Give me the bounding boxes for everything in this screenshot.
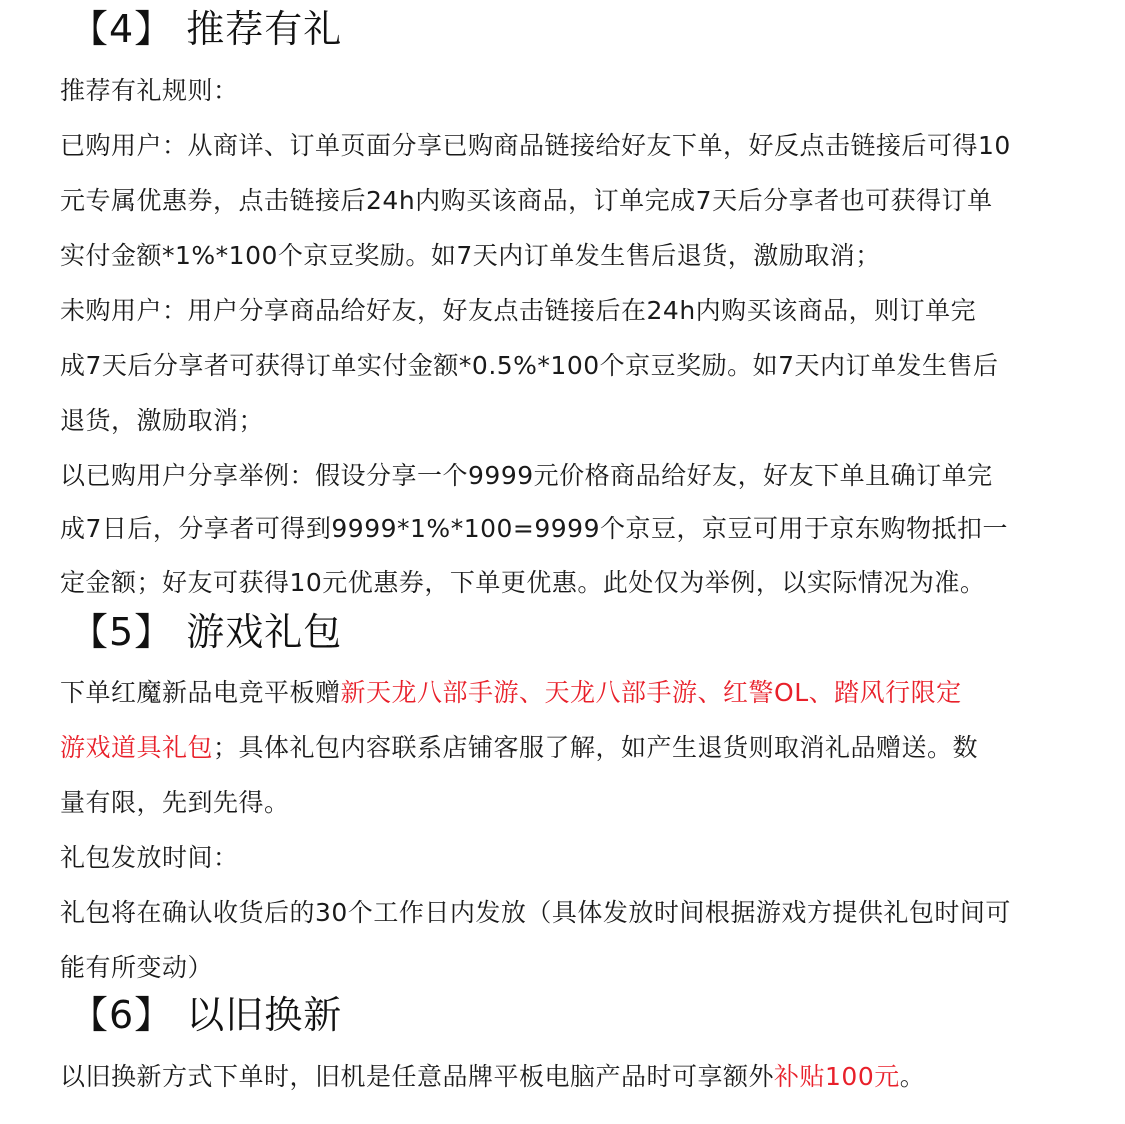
section-5-line: 礼包将在确认收货后的30个工作日内发放（具体发放时间根据游戏方提供礼包时间可: [60, 898, 1011, 927]
section-6-heading: 【6】 以旧换新: [70, 993, 343, 1037]
section-4-line: 未购用户：用户分享商品给好友，好友点击链接后在24h内购买该商品，则订单完: [60, 296, 977, 325]
section-5-gift-line: [60, 676, 962, 710]
section-4-line: 推荐有礼规则：: [60, 76, 239, 105]
section-4-line: 定金额；好友可获得10元优惠券，下单更优惠。此处仅为举例，以实际情况为准。: [60, 568, 986, 597]
section-4-heading: 【4】 推荐有礼: [70, 7, 343, 51]
section-5-gift-line: [60, 731, 978, 765]
section-4-line: 已购用户：从商详、订单页面分享已购商品链接给好友下单，好反点击链接后可得10: [60, 131, 1011, 160]
section-5-line: 礼包发放时间：: [60, 843, 239, 872]
gift-package-highlight: 游戏道具礼包: [60, 733, 214, 762]
gift-details-text: ；具体礼包内容联系店铺客服了解，如产生退货则取消礼品赠送。数: [213, 733, 979, 762]
section-4-line: 实付金额*1%*100个京豆奖励。如7天内订单发生售后退货，激励取消；: [60, 241, 881, 270]
section-5-heading: 【5】 游戏礼包: [70, 610, 343, 654]
section-6-trade-in-line: [60, 1060, 925, 1094]
trade-in-period: 。: [899, 1062, 926, 1091]
section-5-line: 量有限，先到先得。: [60, 788, 290, 817]
gift-games-highlight: 新天龙八部手游、天龙八部手游、红警OL、踏风行限定: [340, 678, 962, 707]
section-4-line: 成7天后分享者可获得订单实付金额*0.5%*100个京豆奖励。如7天内订单发生售后: [60, 351, 999, 380]
section-4-line: 元专属优惠券，点击链接后24h内购买该商品，订单完成7天后分享者也可获得订单: [60, 186, 993, 215]
section-4-line: 退货，激励取消；: [60, 406, 265, 435]
section-5-line: 能有所变动）: [60, 953, 214, 982]
section-4-line: 成7日后，分享者可得到9999*1%*100=9999个京豆，京豆可用于京东购物抵扣一: [60, 514, 1008, 543]
subsidy-highlight: 补贴100元: [774, 1062, 900, 1091]
section-4-line: 以已购用户分享举例：假设分享一个9999元价格商品给好友，好友下单且确订单完: [60, 461, 993, 490]
gift-intro-text: 下单红魔新品电竞平板赠: [60, 678, 341, 707]
trade-in-text: 以旧换新方式下单时，旧机是任意品牌平板电脑产品时可享额外: [60, 1062, 775, 1091]
